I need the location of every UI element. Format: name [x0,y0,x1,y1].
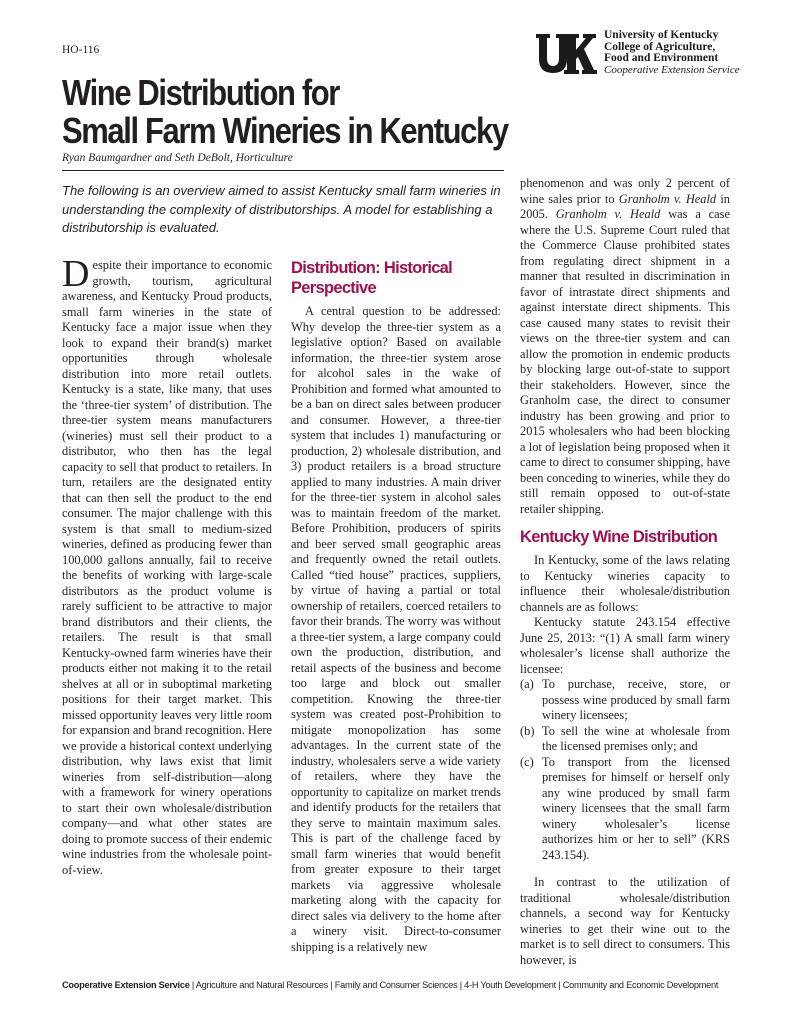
col3-text-a: phenomenon and was only 2 percent of wine sales prior to [520,176,730,206]
col2-body: A central question to be addressed: Why develop the three-tier system as a legislative option? Based on available information, the three-tier system arose for alcohol sales in the wake of Prohibition and formed what amounted to be a ban on direct sales between producer and consumer. However, a three-tier system that includes 1) manufacturing or production, 2) wholesale distribution, and 3) product retailers is a broad structure applied to many industries. A main driver for the three-tier system in alcohol sales was to maintain freedom of the market. Before Prohibition, producers of spirits and beer served small geographic areas and frequently owned the retail outlets. Called “tied house” practices, suppliers, by virtue of having a partial or total ownership of retailers, coerced retailers to favor their brands. The worry was without a three-tier system, a large company could own the production, distribution, and retail aspects of the business and become too large and block out smaller competition. Knowing the three-tier system was created post-Prohibition to mitigate monopolization has some advantages. In the current state of the industry, wholesalers serve a wide variety of retailers, where they have the opportunity to capitalize on market trends and identify products for the retailers that they serve to maintain maximum sales. This is part of the challenge faced by small farm wineries that would benefit from greater exposure to their target markets via aggressive wholesale marketing along with the capacity for direct sales via delivery to the home after a winery visit. Direct-to-consumer shipping is a relatively new [291,304,501,954]
column-3 [520,176,730,968]
university-block [604,30,740,76]
intro-summary: The following is an overview aimed to assist Kentucky small farm wineries in understanding the complexity of distributorships. A model for establishing a distributorship is evaluated. [62,183,501,235]
list-item [520,755,730,864]
col3-paragraph-4: In contrast to the utilization of traditional wholesale/distribution channels, a second way for Kentucky wineries to get their wine out to the market is to sell direct to consumers. This however, is [520,875,730,967]
col3-text-c: was a case where the U.S. Supreme Court ruled that the Commerce Clause prohibited states from regulating direct shipment in a manner that resulted in discrimination in favor of intrastate direct shipments and against interstate direct shipments. This case caused many states to revisit their views on the three-tier system and can allow the promotion in endemic products by blocking large out-of-state to support their stakeholders. However, since the Granholm case, the direct to consumer industry has been growing and prior to 2015 wholesalers who had been blocking a lot of legislation being proposed when it came to direct to consumer shipping, have been conceding to wineries, while they do still remain opposed to out-of-state retailer shipping. [520,207,730,516]
authors: Ryan Baumgardner and Seth DeBolt, Horticulture [62,152,293,164]
section-heading-historical: Distribution: Historical Perspective [291,259,453,297]
col3-paragraph-3: Kentucky statute 243.154 effective June 25, 2013: “(1) A small farm winery wholesaler’s license shall authorize the licensee: [520,615,730,676]
section-heading-kentucky: Kentucky Wine Distribution [520,528,718,546]
document-code: HO-116 [62,44,100,56]
footer-ces: Cooperative Extension Service [62,980,190,990]
list-item [520,724,730,755]
university-name: University of Kentucky [604,29,719,41]
extension-service-label: Cooperative Extension Service [604,63,740,76]
col1-body: espite their importance to economic growth, tourism, agricultural awareness, and Kentucky Proud products, small farm wineries in the state of Kentucky face a major issue when they look to expand their brand(s) market opportunities through wholesale distribution into more retail outlets. Kentucky is a state, like many, that uses the ‘three-tier system’ of distribution. The three-tier system means manufacturers (wineries) must sell their product to a distributor, who then has the legal capacity to sell that product to retailers. In turn, retailers are the designated entity that can then sell the product to the end consumer. The major challenge with this system is that small to medium-sized wineries, defined as producing fewer than 100,000 gallons annually, fail to receive the benefits of working with large-scale distributors as the product volume is rarely sufficient to be attractive to major brand distributors and their clients, the retailers. The result is that small Kentucky-owned farm wineries have their products either not making it to the retail shelves at all or in suboptimal marketing positions for their target market. This missed opportunity leaves very little room for expansion and brand recognition. Here we provide a historical context underlying distribution, why laws exist that limit wineries from self-distribution—along with a framework for winery operations to start their own wholesale/distribution company—and what other states are doing to promote success of their endemic wine industries from the wholesale point-of-view. [62,258,272,877]
drop-cap: D [62,253,90,295]
title-line-2: Small Farm Wineries in Kentucky [62,110,508,151]
col1-paragraph [62,253,272,878]
column-2 [291,258,501,955]
list-marker: (c) [520,754,534,769]
list-marker: (b) [520,723,535,738]
case-name: Granholm v. Heald [618,191,717,206]
list-item-text: To sell the wine at wholesale from the licensed premises only; and [542,723,730,753]
statute-list [520,677,730,863]
header-divider [62,170,504,171]
col3-paragraph-1 [520,176,730,517]
case-name: Granholm v. Heald [555,207,661,221]
list-item-text: To purchase, receive, store, or possess wine produced by small farm winery licensees; [542,677,730,722]
col3-paragraph-2: In Kentucky, some of the laws relating to Kentucky wineries capacity to influence their wholesale/distribution channels are as follows: [520,553,730,614]
uk-logo [535,32,597,76]
college-name-1: College of Agriculture, [604,40,716,53]
page-title [62,74,509,150]
col3-text-b: in 2005. [520,191,730,221]
column-1 [62,253,272,878]
footer-programs: | Agriculture and Natural Resources | Family and Consumer Sciences | 4-H Youth Development | Community and Economic Development [191,980,719,990]
college-name-2: Food and Environment [604,52,719,64]
footer [62,980,732,990]
list-item [520,677,730,724]
title-line-1: Wine Distribution for [62,72,339,113]
list-item-text: To transport from the licensed premises for himself or herself only any wine produced by small farm winery licensees that the small farm winery wholesaler’s license authorizes him or her to sell” (KRS 243.154). [542,754,730,862]
list-marker: (a) [520,677,534,691]
